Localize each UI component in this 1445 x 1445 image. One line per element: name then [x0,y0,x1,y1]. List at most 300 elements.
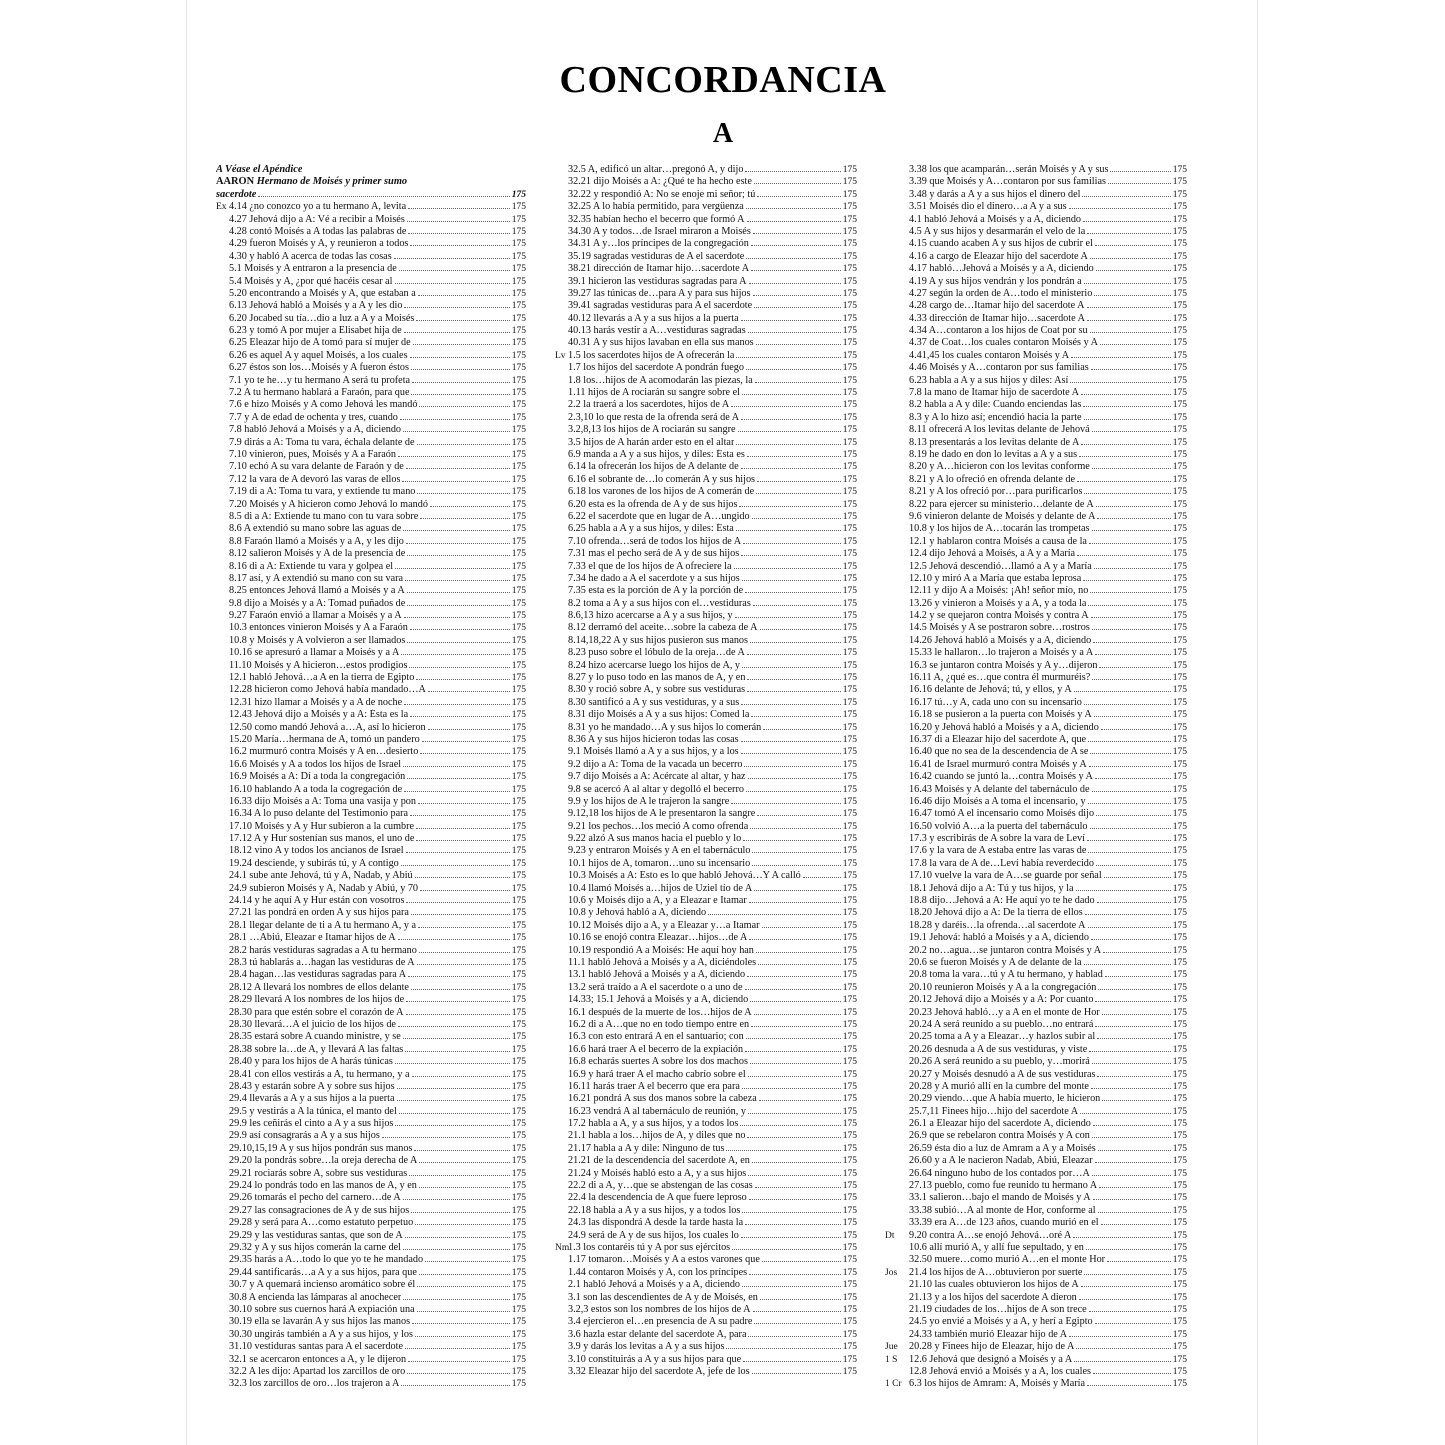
page-number: 175 [511,301,526,312]
page-number: 175 [1172,412,1187,423]
entry-text: 7.20 Moisés y A hicieron como Jehová lo mandó [229,498,428,510]
page-number: 175 [511,1044,526,1055]
concordance-entry [885,672,1187,684]
dot-leader [416,840,509,841]
entry-text: 12.50 como mandó Jehová a…A, así lo hicieron [229,721,426,733]
page-number: 175 [842,239,857,250]
page-number: 175 [511,524,526,535]
dot-leader [752,852,840,853]
entry-text: 3.5 hijos de A harán arder esto en el altar [568,436,735,448]
dot-leader [747,976,841,977]
dot-leader [1102,1100,1170,1101]
page-number: 175 [1172,896,1187,907]
entry-text: 3.32 Eleazar hijo del sacerdote A, jefe de los [568,1365,750,1377]
page-number: 175 [511,772,526,783]
page-number: 175 [842,499,857,510]
dot-leader [747,456,841,457]
concordance-entry [885,1106,1187,1118]
entry-text: 16.34 A lo puso delante del Testimonio para [229,808,409,820]
dot-leader [750,1001,841,1002]
entry-text: 14.2 y se quejaron contra Moisés y contra A [909,610,1089,622]
dot-leader [1092,1063,1171,1064]
entry-text: 9.9 y los hijos de A le trajeron la sangre [568,795,730,807]
section-letter: A [712,118,734,149]
entry-text: 3.2,8,13 los hijos de A rociarán su sangre [568,424,736,436]
headword-entry-cont [216,189,526,201]
dot-leader [415,877,510,878]
dot-leader [400,419,510,420]
entry-text: 7.10 vinieron, pues, Moisés y A a Faraón [229,448,396,460]
page-number: 175 [511,586,526,597]
dot-leader [403,530,509,531]
entry-text: 29.9 les ceñirás el cinto a A y a sus hijos [229,1118,394,1130]
entry-text: 7.7 y A de edad de ochenta y tres, cuando [229,411,398,423]
entry-text: 29.10,15,19 A y sus hijos pondrán sus manos [229,1142,413,1154]
page-number: 175 [1172,1094,1187,1105]
page-number: 175 [511,338,526,349]
page-number: 175 [511,747,526,758]
dot-leader [407,555,509,556]
page-number: 175 [511,1329,526,1340]
concordance-entry [885,969,1187,981]
dot-leader [410,357,510,358]
page-number: 175 [511,549,526,560]
entry-text: 8.5 di a A: Extiende tu mano con tu vara sobre [229,510,419,522]
page-number: 175 [1172,1181,1187,1192]
dot-leader [1070,382,1170,383]
concordance-entry [885,1354,1187,1366]
entry-text: 32.3 los zarcillos de oro…los trajeron a A [229,1378,400,1390]
concordance-entry [885,288,1187,300]
dot-leader [744,766,840,767]
concordance-entry [216,1044,526,1056]
entry-text: 8.19 he dado en don lo levitas a A y a sus [909,448,1078,460]
page-number: 175 [842,883,857,894]
page-number: 175 [511,883,526,894]
entry-text: 10.8 y Jehová habló a A, diciendo [568,907,707,919]
page-number: 175 [842,214,857,225]
concordance-entry [216,350,526,362]
page-number: 175 [1172,883,1187,894]
entry-text: 8.20 y A…hicieron con los levitas conforme [909,461,1090,473]
book-abbrev: Lv [555,350,566,361]
concordance-entry [555,1242,857,1254]
concordance-entry [555,1056,857,1068]
dot-leader [1097,1076,1170,1077]
entry-text: 32.5 A, edificó un altar…pregonó A, y dijo [568,164,744,175]
entry-text: 9.8 dijo a Moisés y a A: Tomad puñados de [229,597,406,609]
concordance-entry [216,1378,526,1390]
page-number: 175 [842,524,857,535]
column-2-entries [555,164,857,1378]
dot-leader [1105,976,1171,977]
dot-leader [1083,221,1171,222]
dot-leader [760,1299,841,1300]
dot-leader [408,976,510,977]
concordance-entry [216,1205,526,1217]
page-number: 175 [842,1205,857,1216]
entry-text: 9.1 Moisés llamó a A y a sus hijos, y a los [568,746,739,758]
concordance-entry [216,325,526,337]
concordance-entry [885,350,1187,362]
page-number: 175 [842,1131,857,1142]
concordance-entry [555,722,857,734]
entry-text: 34.30 A y todos…de Israel miraron a Moisés [568,225,751,237]
concordance-entry [216,1217,526,1229]
entry-text: 8.8 Faraón llamó a Moisés y a A, y les dijo [229,535,404,547]
page-number: 175 [1172,326,1187,337]
page-number: 175 [1172,834,1187,845]
concordance-entry [555,784,857,796]
entry-text: 8.6,13 hizo acercarse a A y a sus hijos, y [568,610,733,622]
entry-text: 29.44 santificarás…a A y a sus hijos, para que [229,1266,417,1278]
page-number: 175 [842,673,857,684]
page-number: 175 [511,1255,526,1266]
concordance-entry [216,622,526,634]
dot-leader [416,828,510,829]
page-number: 175 [1172,177,1187,188]
entry-text: 4.46 Moisés y A…contaron por sus familias [909,362,1089,374]
page-number: 175 [1172,1218,1187,1229]
page-number: 175 [842,202,857,213]
entry-text: 28.1 llegar delante de ti a A tu hermano A, y a [229,919,416,931]
concordance-entry [555,1217,857,1229]
dot-leader [1092,530,1171,531]
page-number: 175 [842,425,857,436]
page-number: 175 [1172,586,1187,597]
entry-text: 29.35 harás a A…todo lo que yo te he mandado [229,1254,424,1266]
concordance-entry [555,1205,857,1217]
page-number: 175 [842,660,857,671]
dot-leader [401,1385,509,1386]
dot-leader [745,592,841,593]
page-number: 175 [842,685,857,696]
page-number: 175 [511,710,526,721]
concordance-entry [555,412,857,424]
concordance-entry [216,771,526,783]
page-number: 175 [511,499,526,510]
concordance-entry [885,610,1187,622]
page-number: 175 [1172,202,1187,213]
entry-text: 8.16 di a A: Extiende tu vara y golpea el [229,560,394,572]
entry-text: 16.23 vendrá A al tabernáculo de reunión, y [568,1105,746,1117]
entry-text: 20.12 Jehová dijo a Moisés y a A: Por cuanto [909,994,1094,1006]
entry-text: 29.4 llevarás a A y a sus hijos a la puerta [229,1093,395,1105]
entry-text: 16.11 harás traer A el becerro que era para [568,1080,740,1092]
dot-leader [746,1038,841,1039]
concordance-entry [555,325,857,337]
concordance-entry [216,1168,526,1180]
page-number: 175 [842,1057,857,1068]
concordance-entry [216,709,526,721]
dot-leader [708,914,841,915]
page-number: 175 [511,784,526,795]
page-number: 175 [842,375,857,386]
concordance-entry [216,982,526,994]
page-number: 175 [511,1292,526,1303]
dot-leader [754,1323,840,1324]
dot-leader [418,295,510,296]
entry-text: 6.25 habla a A y a sus hijos, y diles: Ésta [568,523,734,535]
concordance-entry [216,1304,526,1316]
dot-leader [1079,1299,1171,1300]
concordance-entry [216,387,526,399]
concordance-entry [885,920,1187,932]
entry-text: 40.12 llevarás a A y a sus hijos a la puerta [568,312,739,324]
dot-leader [415,1224,510,1225]
page-number: 175 [1172,611,1187,622]
concordance-entry [885,1316,1187,1328]
dot-leader [762,1261,841,1262]
dot-leader [401,865,510,866]
page-number: 175 [842,165,857,175]
concordance-entry [216,1180,526,1192]
page-number: 175 [842,958,857,968]
concordance-entry [555,1254,857,1266]
page-number: 175 [1172,511,1187,522]
page-number: 175 [511,1379,526,1390]
entry-text: 30.10 sobre sus cuernos hará A expiación una [229,1303,415,1315]
page-number: 175 [842,388,857,399]
dot-leader [1090,828,1171,829]
page-number: 175 [511,1181,526,1192]
concordance-entry [555,1279,857,1291]
concordance-entry [885,1019,1187,1031]
concordance-entry [555,523,857,535]
entry-text: 32.2 A les dijo: Apartad los zarcillos de oro [229,1365,406,1377]
dot-leader [403,1299,509,1300]
dot-leader [754,890,841,891]
entry-text: 12.6 Jehová que designó a Moisés y a A [909,1353,1073,1365]
dot-leader [760,629,841,630]
page-number: 175 [842,1193,857,1204]
page-number: 175 [842,759,857,770]
entry-text: 31.10 vestiduras santas para A el sacerdote [229,1341,403,1353]
page-number: 175 [842,251,857,262]
entry-text: 17.10 vuelve la vara de A…se guarde por señal [909,870,1102,882]
page-number: 175 [842,809,857,820]
dot-leader [1089,1311,1171,1312]
headword-entry [216,176,526,188]
page-number: 175 [1172,970,1187,981]
concordance-entry [555,573,857,585]
page-number: 175 [1172,958,1187,968]
concordance-entry [885,796,1187,808]
concordance-entry [555,1316,857,1328]
concordance-entry [555,1093,857,1105]
dot-leader [1077,481,1171,482]
page-number: 175 [842,648,857,659]
dot-leader [742,394,841,395]
page-number: 175 [1172,1267,1187,1278]
concordance-entry [216,883,526,895]
concordance-entry [885,164,1187,176]
dot-leader [741,1237,841,1238]
dot-leader [406,468,510,469]
entry-text: 5.1 Moisés y A entraron a la presencia de [229,263,397,275]
book-abbrev: Ex [216,202,227,213]
entry-text: 29.28 y será para A…como estatuto perpetuo [229,1217,414,1229]
concordance-entry [216,1192,526,1204]
entry-text: 3.38 los que acamparán…serán Moisés y A y sus [909,164,1109,175]
page-number: 175 [511,511,526,522]
dot-leader [753,295,841,296]
dot-leader [413,344,510,345]
dot-leader [415,1336,510,1337]
concordance-entry [555,1007,857,1019]
page-number: 175 [842,511,857,522]
page-number: 175 [511,846,526,857]
entry-text: 3.10 constituirás a A y a sus hijos para que [568,1353,742,1365]
book-abbrev: 1 S [885,1354,898,1365]
dot-leader [1098,989,1170,990]
dot-leader [1092,679,1171,680]
entry-text: 20.25 toma a A y a Eleazar…y hazlos subir al [909,1031,1096,1043]
page-number: 175 [842,338,857,349]
dot-leader [1085,914,1171,915]
concordance-entry [885,238,1187,250]
dot-leader [757,196,840,197]
dot-leader [750,1063,841,1064]
dot-leader [731,803,840,804]
page-number: 175 [842,945,857,956]
dot-leader [403,1038,510,1039]
dot-leader [1094,716,1171,717]
page-number: 175 [842,1119,857,1130]
dot-leader [745,171,840,172]
entry-text: 8.36 A y sus hijos hicieron todas las cosas [568,733,739,745]
dot-leader [405,1348,510,1349]
dot-leader [1093,1199,1171,1200]
page-number: 175 [842,1267,857,1278]
entry-text: 10.16 se apresuró a llamar a Moisés y a A [229,647,400,659]
entry-text: 8.31 yo he mandado…A y sus hijos lo comerán [568,721,762,733]
concordance-entry [216,833,526,845]
entry-text: 7.34 he dado a A el sacerdote y a sus hijos [568,572,740,584]
entry-text: 10.3 entonces vinieron Moisés y A a Faraón [229,622,408,634]
page-number: 175 [511,313,526,324]
entry-text: 28.30 llevará…A el juicio de los hijos de [229,1018,396,1030]
page-number: 175 [842,722,857,733]
concordance-entry [555,461,857,473]
dot-leader [753,1311,841,1312]
entry-text: 33.38 subió…A al monte de Hor, conforme al [909,1204,1096,1216]
concordance-entry [885,1007,1187,1019]
dot-leader [414,1150,509,1151]
page-number: 175 [511,598,526,609]
concordance-entry [216,796,526,808]
dot-leader [752,1162,841,1163]
dot-leader [739,506,840,507]
entry-text: 8.21 y A los ofreció por…para purificarlos [909,486,1083,498]
entry-text: 1.17 tomaron…Moisés y A a estos varones que [568,1254,760,1266]
dot-leader [403,431,510,432]
page-number: 175 [842,796,857,807]
page-number: 175 [1172,388,1187,399]
dot-leader [742,1212,840,1213]
concordance-entry [555,1168,857,1180]
page-number: 175 [1172,1354,1187,1365]
dot-leader [411,1212,510,1213]
page-number: 175 [1172,772,1187,783]
entry-text: 8.14,18,22 A y sus hijos pusieron sus manos [568,634,748,646]
page-number: 175 [511,573,526,584]
concordance-entry [216,845,526,857]
page-number: 175 [842,970,857,981]
dot-leader [1080,1113,1171,1114]
entry-text: 8.6 A extendió su mano sobre las aguas de [229,523,402,535]
concordance-entry [885,1292,1187,1304]
dot-leader [1081,394,1171,395]
page-number: 175 [842,933,857,944]
entry-text: 4.27 según la orden de A…todo el ministerio [909,287,1093,299]
page-number: 175 [511,350,526,361]
page-number: 175 [1172,1317,1187,1328]
concordance-entry [555,1143,857,1155]
entry-text: 10.19 respondió A a Moisés: He aquí hoy han [568,944,754,956]
entry-text: 6.3 los hijos de Amram: A, Moisés y María [909,1378,1086,1390]
entry-text: 10.16 se enojó contra Eleazar…hijos…de A [568,932,748,944]
concordance-entry [555,622,857,634]
page-number: 175 [1172,920,1187,931]
dot-leader [1091,1088,1171,1089]
dot-leader [410,245,509,246]
page-number: 175 [1172,276,1187,287]
page-number: 175 [842,437,857,448]
entry-text: 32.21 dijo Moisés a A: ¿Qué te ha hecho este [568,176,752,188]
dot-leader [1079,456,1171,457]
entry-text: 24.1 sube ante Jehová, tú y A, Nadab, y Abiú [229,870,413,882]
entry-text: 30.19 ella se lavarán A y sus hijos las manos [229,1316,411,1328]
concordance-entry [555,437,857,449]
page-number: 175 [511,239,526,250]
dot-leader [1096,865,1171,866]
concordance-entry [555,1267,857,1279]
dot-leader [408,233,509,234]
dot-leader [1100,344,1171,345]
entry-text: 7.8 la mano de Itamar hijo de sacerdote A [909,387,1080,399]
concordance-entry [216,449,526,461]
page-number: 175 [511,1342,526,1353]
concordance-entry [885,821,1187,833]
page-number: 175 [1172,425,1187,436]
dot-leader [1097,1038,1171,1039]
concordance-entry [216,945,526,957]
dot-leader [1107,1261,1171,1262]
page-number: 175 [511,759,526,770]
concordance-entry [216,1366,526,1378]
entry-text: 7.19 di a A: Toma tu vara, y extiende tu mano [229,486,416,498]
page-number: 175 [511,908,526,919]
concordance-entry [555,164,857,176]
concordance-entry [216,759,526,771]
entry-text: 32.35 habían hecho el becerro que formó A [568,213,745,225]
page-number: 175 [842,264,857,275]
page-number: 175 [511,326,526,337]
dot-leader [401,654,509,655]
page-number: 175 [511,400,526,411]
entry-text: 1.8 los…hijos de A acomodarán las piezas, la [568,374,753,386]
concordance-entry [216,784,526,796]
dot-leader [403,1249,510,1250]
page-number: 175 [511,995,526,1006]
dot-leader [419,406,509,407]
entry-text: 7.12 la vara de A devoró las varas de ellos [229,473,401,485]
concordance-entry [555,276,857,288]
dot-leader [1084,283,1171,284]
page-number: 175 [1172,474,1187,485]
page-number: 175 [511,1242,526,1253]
